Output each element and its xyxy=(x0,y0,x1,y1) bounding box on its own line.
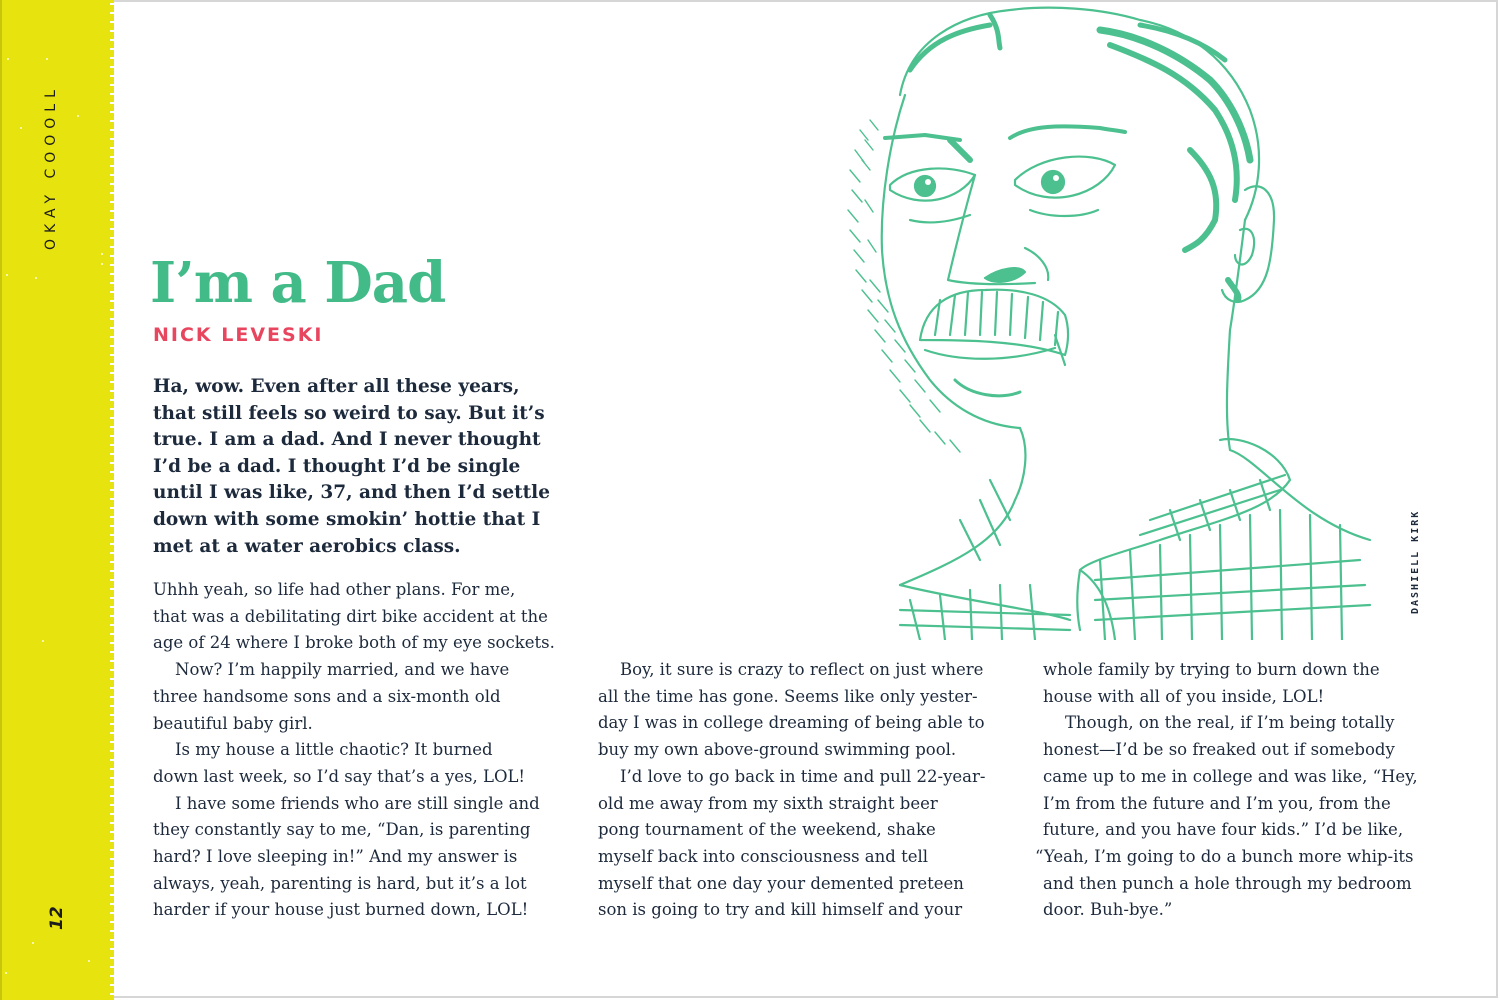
body-line: always, yeah, parenting is hard, but it’s a lot xyxy=(153,873,527,893)
mustache xyxy=(920,290,1068,355)
speck xyxy=(88,960,90,962)
illustration-credit: DASHIELL KIRK xyxy=(1410,509,1421,614)
body-line: age of 24 where I broke both of my eye sockets. xyxy=(153,633,555,653)
body-line: I’d love to go back in time and pull 22-year- xyxy=(620,766,986,786)
body-line: day I was in college dreaming of being able to xyxy=(598,713,985,733)
lede-line: until I was like, 37, and then I’d settle xyxy=(153,482,550,504)
speck xyxy=(7,58,9,60)
body-line: harder if your house just burned down, LOL! xyxy=(153,900,529,920)
lede-line: Ha, wow. Even after all these years, xyxy=(153,376,520,397)
body-line: Though, on the real, if I’m being totally xyxy=(1065,713,1395,733)
torn-edge xyxy=(110,0,114,1000)
eyes xyxy=(890,157,1115,223)
lede-line: that still feels so weird to say. But it’s xyxy=(153,402,545,424)
speck xyxy=(6,274,8,276)
speck xyxy=(101,263,103,265)
body-line: came up to me in college and was like, “Hey, xyxy=(1043,766,1418,786)
body-line: hard? I love sleeping in!” And my answer is xyxy=(153,847,518,867)
mouth-chin xyxy=(925,335,1065,396)
body-line: myself that one day your demented preteen xyxy=(598,873,964,893)
body-line: Uhhh yeah, so life had other plans. For me, xyxy=(153,580,516,599)
lede-line: met at a water aerobics class. xyxy=(153,535,461,557)
speck xyxy=(20,127,22,129)
body-column-2 xyxy=(598,657,1018,924)
lede-line: true. I am a dad. And I never thought xyxy=(153,429,541,451)
body-line: Is my house a little chaotic? It burned xyxy=(175,740,493,760)
body-line: they constantly say to me, “Dan, is parenting xyxy=(153,820,531,840)
article-lede xyxy=(153,374,573,560)
author-byline: NICK LEVESKI xyxy=(153,324,324,346)
body-line: old me away from my sixth straight beer xyxy=(598,793,938,813)
body-line: three handsome sons and a six-month old xyxy=(153,686,501,706)
body-line: future, and you have four kids.” I’d be like, xyxy=(1043,820,1404,840)
body-line: door. Buh-bye.” xyxy=(1043,900,1173,920)
speck xyxy=(46,58,48,60)
body-line: beautiful baby girl. xyxy=(153,713,313,733)
body-line: whole family by trying to burn down the xyxy=(1043,660,1380,679)
ear xyxy=(1222,186,1274,302)
body-line: honest—I’d be so freaked out if somebody xyxy=(1043,740,1395,760)
article-title: I’m a Dad xyxy=(150,250,446,316)
lede-line: I’d be a dad. I thought I’d be single xyxy=(153,455,521,477)
shading xyxy=(848,120,960,452)
body-line: “Yeah, I’m going to do a bunch more whip-its xyxy=(1035,846,1414,866)
speck xyxy=(32,942,34,944)
speck xyxy=(35,277,37,279)
speck xyxy=(101,253,103,255)
body-line: Boy, it sure is crazy to reflect on just where xyxy=(620,660,984,679)
speck xyxy=(77,115,79,117)
body-column-1 xyxy=(153,577,573,924)
hair xyxy=(900,8,1259,250)
body-line: buy my own above-ground swimming pool. xyxy=(598,740,957,760)
portrait-illustration xyxy=(840,0,1380,640)
body-column-3 xyxy=(1035,657,1463,924)
speck xyxy=(5,972,7,974)
body-line: house with all of you inside, LOL! xyxy=(1043,686,1325,706)
body-line: son is going to try and kill himself and your xyxy=(598,900,963,920)
body-line: that was a debilitating dirt bike accident at the xyxy=(153,606,548,626)
speck xyxy=(42,640,44,642)
body-line: Now? I’m happily married, and we have xyxy=(175,660,510,680)
nose xyxy=(948,175,1048,284)
body-line: down last week, so I’d say that’s a yes, LOL! xyxy=(153,766,526,786)
eyebrows xyxy=(885,126,1125,160)
plaid-shirt xyxy=(900,428,1370,640)
body-line: I have some friends who are still single and xyxy=(175,793,540,813)
body-line: I’m from the future and I’m you, from the xyxy=(1043,793,1391,813)
lede-line: down with some smokin’ hottie that I xyxy=(153,508,541,530)
body-line: all the time has gone. Seems like only yester- xyxy=(598,686,978,706)
body-line: pong tournament of the weekend, shake xyxy=(598,820,936,840)
body-line: myself back into consciousness and tell xyxy=(598,846,929,866)
body-line: and then punch a hole through my bedroom xyxy=(1043,873,1412,893)
section-label: OKAY COOOLL xyxy=(43,84,59,250)
page-number: 12 xyxy=(47,906,67,930)
